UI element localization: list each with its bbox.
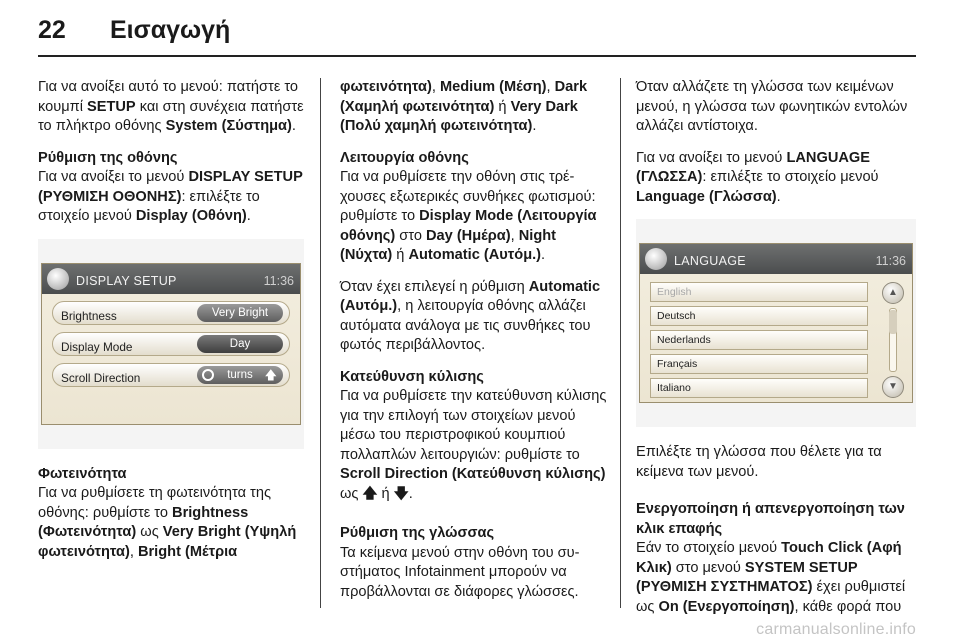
- section-heading: Φωτεινότητα: [38, 465, 127, 482]
- scroll-up-icon[interactable]: ▲: [882, 282, 904, 304]
- arrow-down-icon: 🡇: [393, 485, 409, 502]
- column-1: [38, 78, 304, 574]
- watermark: carmanualsonline.info: [756, 621, 916, 638]
- section-heading: Λειτουργία οθόνης: [340, 149, 469, 166]
- paragraph-automatic: Όταν έχει επιλεγεί η ρύθμιση Automatic (Αυτόμ.), η λειτουργία οθόνης αλλάζει αυτόματα ανάλογα με τις συνθήκες του φωτός περιβάλλοντος.: [340, 278, 601, 353]
- section-heading: Κατεύθυνση κύλισης: [340, 368, 484, 385]
- clock: 11:36: [875, 254, 906, 268]
- arrow-up-icon: 🡅: [264, 367, 277, 382]
- column-3: [636, 78, 916, 629]
- column-divider: [620, 78, 621, 608]
- setting-row-scroll-direction[interactable]: Scroll Direction turns 🡅: [52, 363, 290, 387]
- language-screen: [639, 243, 913, 403]
- paragraph-select-language: Επιλέξτε τη γλώσσα που θέλετε για τα κείμενα των μενού.: [636, 444, 882, 480]
- display-setup-figure: [38, 239, 304, 449]
- page-header: [38, 16, 916, 56]
- setting-value-pill[interactable]: Day: [197, 335, 283, 353]
- section-heading: Ρύθμιση της οθόνης: [38, 149, 178, 166]
- paragraph-open-menu: Για να ανοίξει αυτό το μενού: πατήστε το κουμπί SETUP και στη συνέχεια πατήστε το πλήκτρο οθόνης System (Σύστημα).: [38, 79, 304, 134]
- screen-title-bar: LANGUAGE 11:36: [640, 244, 912, 274]
- language-list: [650, 282, 868, 402]
- paragraph-brightness: Φωτεινότητα Για να ρυθμίσετε τη φωτεινότητα της οθόνης: ρυθμίστε το Brightness (Φωτεινότητα) ως Very Bright (Υψηλή φωτεινότητα), Bright (Μέτρια: [38, 465, 304, 563]
- list-item[interactable]: Nederlands: [650, 330, 868, 350]
- paragraph-display-mode: Λειτουργία οθόνης Για να ρυθμίσετε την οθόνη στις τρέχουσες εξωτερικές συνθήκες φωτισμού: ρυθμίστε το Display Mode (Λειτουργία οθόνης) στο Day (Ημέρα), Night (Νύχτα) ή Automatic (Αυτόμ.).: [340, 149, 608, 266]
- section-heading: Ενεργοποίηση ή απενεργοποίηση των κλικ επαφής: [636, 501, 905, 537]
- globe-icon: [645, 248, 667, 270]
- display-setup-screen: [41, 263, 301, 425]
- column-divider: [320, 78, 321, 608]
- rotary-dial-icon: [202, 369, 214, 381]
- page-number: 22: [38, 16, 66, 44]
- list-item[interactable]: Français: [650, 354, 868, 374]
- header-rule: [38, 55, 916, 57]
- setting-value-pill[interactable]: turns 🡅: [197, 366, 283, 384]
- setting-row-brightness[interactable]: Brightness Very Bright: [52, 301, 290, 325]
- globe-icon: [47, 268, 69, 290]
- paragraph-scroll-direction: Κατεύθυνση κύλισης Για να ρυθμίσετε την κατεύθυνση κύλισης για την επιλογή των στοιχείων μενού μέσω του περιστροφικού κουμπιού πολλαπλών λειτουργιών: ρυθμίστε το Scroll Direction (Κατεύθυνση κύλισης) ως 🡅 ή 🡇.: [340, 368, 607, 502]
- list-item[interactable]: English: [650, 282, 868, 302]
- screen-title-bar: DISPLAY SETUP 11:36: [42, 264, 300, 294]
- column-2: [340, 78, 608, 614]
- scrollbar[interactable]: [882, 282, 904, 398]
- setting-row-display-mode[interactable]: Display Mode Day: [52, 332, 290, 356]
- paragraph-touch-click: Ενεργοποίηση ή απενεργοποίηση των κλικ επαφής Εάν το στοιχείο μενού Touch Click (Αφή Κλικ) στο μενού SYSTEM SETUP (ΡΥΘΜΙΣΗ ΣΥΣΤΗΜΑΤΟΣ) έχει ρυθμιστεί ως On (Ενεργοποίηση), κάθε φορά που: [636, 500, 916, 617]
- list-item[interactable]: Italiano: [650, 378, 868, 398]
- scroll-thumb[interactable]: [889, 310, 897, 334]
- paragraph-open-language: Για να ανοίξει το μενού LANGUAGE (ΓΛΩΣΣΑ): επιλέξτε το στοιχείο μενού Language (Γλώσσα).: [636, 149, 879, 205]
- scroll-down-icon[interactable]: ▼: [882, 376, 904, 398]
- paragraph-brightness-cont: φωτεινότητα), Medium (Μέση), Dark (Χαμηλή φωτεινότητα) ή Very Dark (Πολύ χαμηλή φωτεινότητα).: [340, 79, 588, 134]
- language-figure: [636, 219, 916, 427]
- section-heading: Ρύθμιση της γλώσσας: [340, 525, 495, 541]
- arrow-up-icon: 🡅: [362, 485, 378, 502]
- page-title: Εισαγωγή: [110, 16, 231, 44]
- paragraph-display-setup: Ρύθμιση της οθόνης Για να ανοίξει το μενού DISPLAY SETUP (ΡΥΘΜΙΣΗ ΟΘΟΝΗΣ): επιλέξτε το στοιχείο μενού Display (Οθόνη).: [38, 149, 303, 224]
- setting-value-pill[interactable]: Very Bright: [197, 304, 283, 322]
- paragraph-language: Ρύθμιση της γλώσσας Τα κείμενα μενού στην οθόνη του συστήματος Infotainment μπορούν να προβάλλονται σε διάφορες γλώσσες.: [340, 524, 608, 602]
- list-item[interactable]: Deutsch: [650, 306, 868, 326]
- clock: 11:36: [263, 273, 294, 288]
- paragraph-voice-language: Όταν αλλάζετε τη γλώσσα των κειμένων μενού, η γλώσσα των φωνητικών εντολών αλλάζει αντίστοιχα.: [636, 79, 908, 134]
